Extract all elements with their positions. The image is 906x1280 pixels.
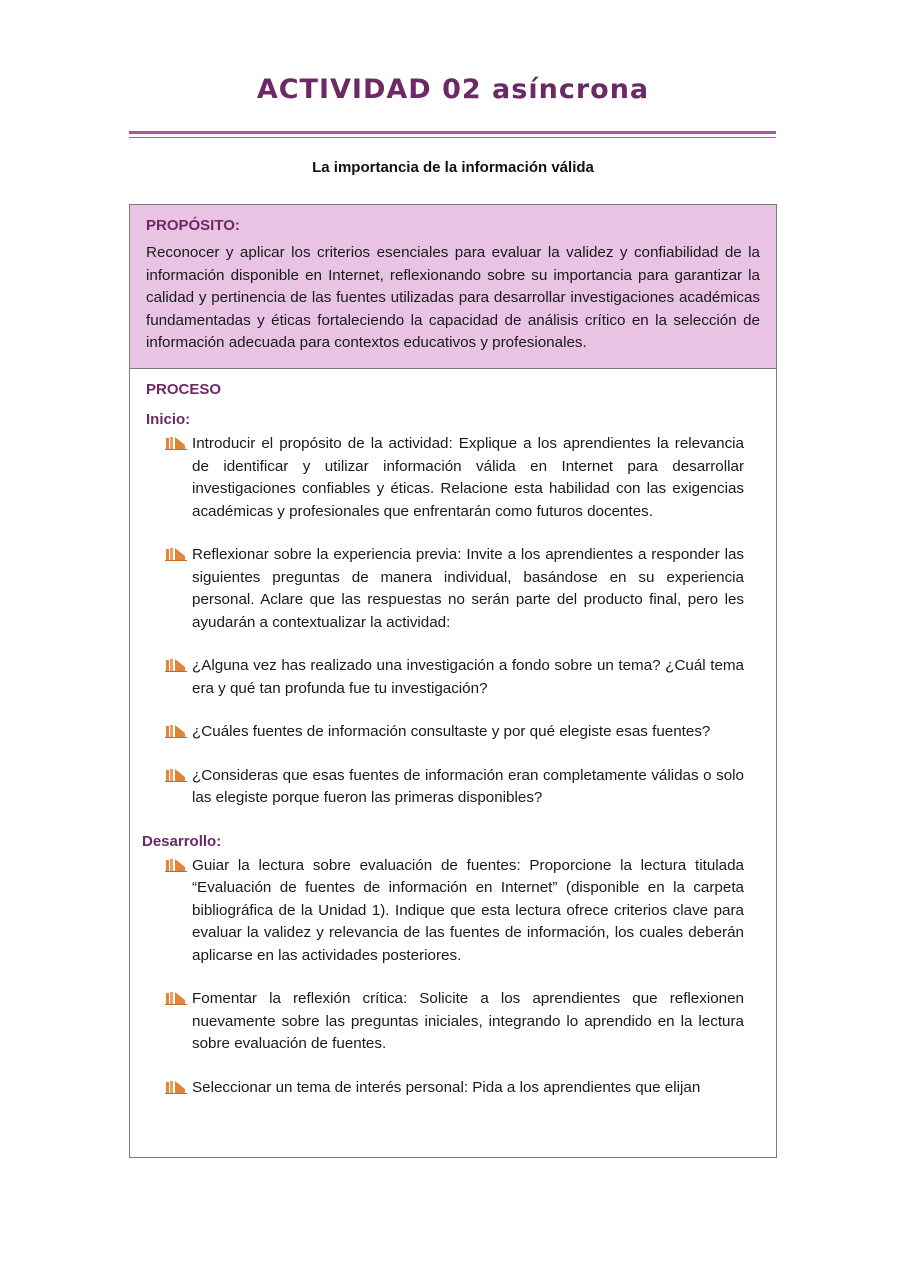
activity-table bbox=[129, 204, 777, 1158]
list-item bbox=[130, 433, 776, 523]
book-bullet-icon bbox=[165, 1080, 187, 1094]
process-section bbox=[130, 369, 776, 1099]
purpose-text: Reconocer y aplicar los criterios esenciales para evaluar la validez y confiabilidad de la información disponible en Internet, reflexionando sobre su importancia para garantizar la calidad y pertinencia de las fuentes utilizadas para desarrollar investigaciones académicas fundamentadas y éticas fortaleciendo la capacidad de análisis crítico en la selección de información adecuada para contextos educativos y profesionales. bbox=[146, 244, 760, 351]
inicio-heading: Inicio: bbox=[146, 411, 191, 428]
list-item bbox=[130, 988, 776, 1056]
document-subtitle: La importancia de la información válida bbox=[312, 159, 594, 176]
title-divider bbox=[129, 131, 776, 134]
book-bullet-icon bbox=[165, 724, 187, 738]
list-item-text: ¿Cuáles fuentes de información consultaste y por qué elegiste esas fuentes? bbox=[192, 723, 711, 740]
list-item bbox=[130, 1077, 776, 1100]
list-item bbox=[130, 721, 776, 744]
desarrollo-heading: Desarrollo: bbox=[142, 832, 222, 850]
inicio-list bbox=[130, 433, 776, 810]
title-divider-thin bbox=[129, 137, 776, 138]
book-bullet-icon bbox=[165, 658, 187, 672]
list-item-text: Reflexionar sobre la experiencia previa: Invite a los aprendientes a responder las siguientes preguntas de manera individual, basándose en su experiencia personal. Aclare que las respuestas no serán parte del producto final, pero les ayudarán a contextualizar la actividad: bbox=[192, 546, 744, 631]
list-item-text: Guiar la lectura sobre evaluación de fuentes: Proporcione la lectura titulada “Evaluación de fuentes de información en Internet” (disponible en la carpeta bibliográfica de la Unidad 1). Indique que esta lectura ofrece criterios clave para evaluar la validez y relevancia de las fuentes de información, los cuales deberán aplicarse en las actividades posteriores. bbox=[192, 856, 744, 964]
desarrollo-list bbox=[130, 855, 776, 1100]
list-item bbox=[130, 855, 776, 968]
purpose-heading: PROPÓSITO: bbox=[146, 217, 240, 234]
list-item-text: ¿Consideras que esas fuentes de información eran completamente válidas o solo las elegiste porque fueron las primeras disponibles? bbox=[192, 766, 744, 806]
book-bullet-icon bbox=[165, 768, 187, 782]
book-bullet-icon bbox=[165, 858, 187, 872]
list-item bbox=[130, 544, 776, 634]
list-item-text: Fomentar la reflexión crítica: Solicite a los aprendientes que reflexionen nuevamente sobre las preguntas iniciales, integrando lo aprendido en la lectura sobre evaluación de fuentes. bbox=[192, 990, 744, 1052]
list-item-text: Introducir el propósito de la actividad: Explique a los aprendientes la relevancia de identificar y utilizar información válida en Internet para desarrollar investigaciones confiables y éticas. Relacione esta habilidad con las exigencias académicas y profesionales que enfrentarán como futuros docentes. bbox=[192, 435, 744, 520]
document-title: ACTIVIDAD 02 asíncrona bbox=[256, 74, 650, 105]
book-bullet-icon bbox=[165, 991, 187, 1005]
list-item bbox=[130, 765, 776, 810]
list-item-text: Seleccionar un tema de interés personal: Pida a los aprendientes que elijan bbox=[192, 1078, 701, 1096]
book-bullet-icon bbox=[165, 436, 187, 450]
purpose-section bbox=[130, 205, 776, 369]
book-bullet-icon bbox=[165, 547, 187, 561]
process-heading: PROCESO bbox=[146, 381, 222, 398]
list-item bbox=[130, 655, 776, 700]
list-item-text: ¿Alguna vez has realizado una investigación a fondo sobre un tema? ¿Cuál tema era y qué tan profunda fue tu investigación? bbox=[192, 657, 744, 697]
